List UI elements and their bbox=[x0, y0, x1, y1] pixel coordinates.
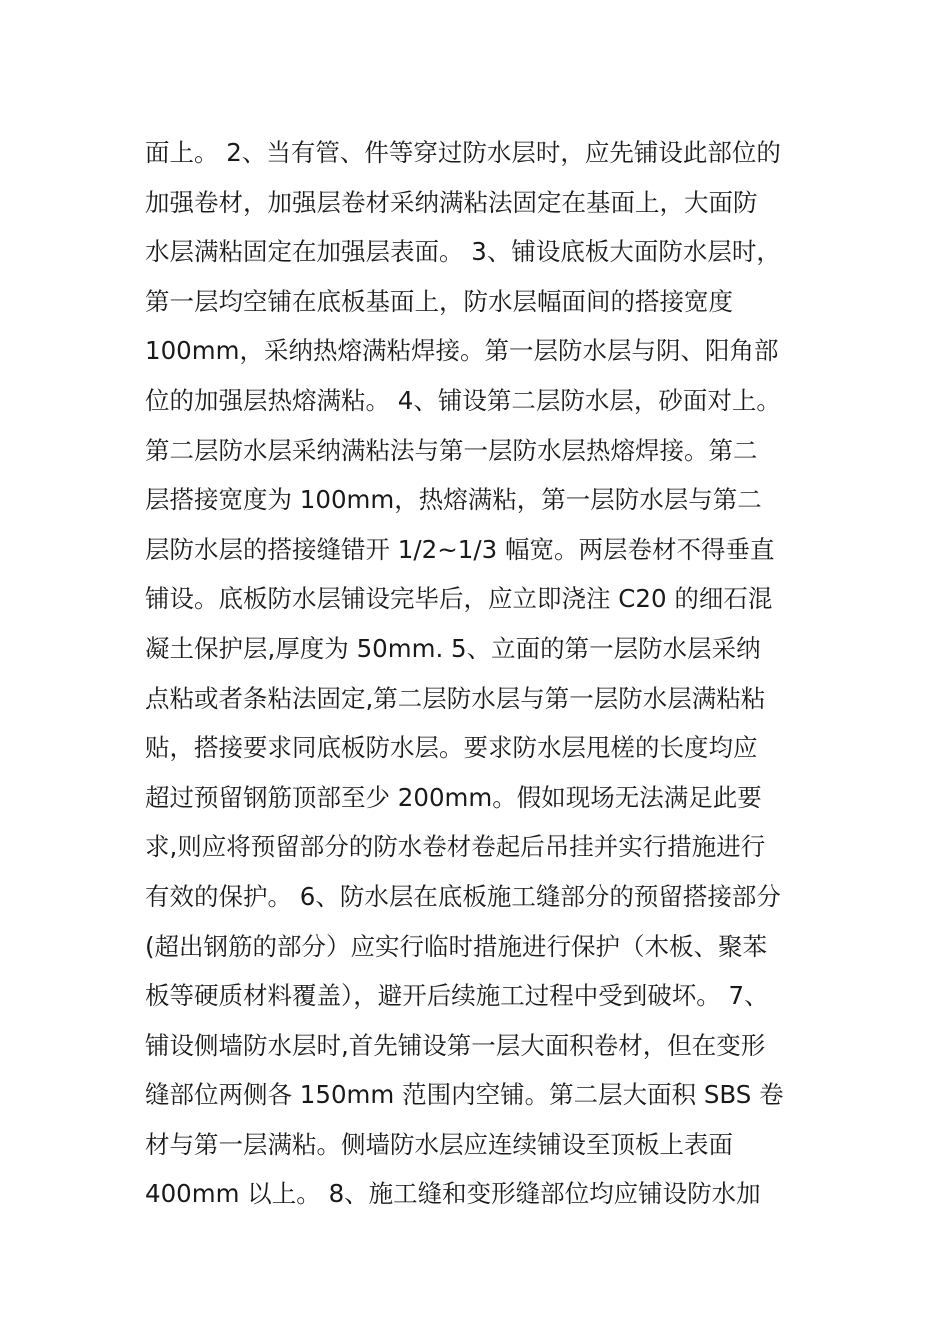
text-line: 板等硬质材料覆盖），避开后续施工过程中受到破坏。 7、 bbox=[145, 981, 769, 1011]
text-line: 水层满粘固定在加强层表面。 3、铺设底板大面防水层时， bbox=[145, 237, 781, 267]
body-text bbox=[145, 128, 825, 1219]
text-line: 第二层防水层采纳满粘法与第一层防水层热熔焊接。第二 bbox=[145, 435, 758, 465]
text-line: 缝部位两侧各 150mm 范围内空铺。第二层大面积 SBS 卷 bbox=[145, 1080, 784, 1110]
text-line: 有效的保护。 6、防水层在底板施工缝部分的预留搭接部分 bbox=[145, 881, 781, 911]
text-line: 铺设。底板防水层铺设完毕后，应立即浇注 C20 的细石混 bbox=[145, 584, 773, 614]
text-line: 400mm 以上。 8、施工缝和变形缝部位均应铺设防水加 bbox=[145, 1179, 761, 1209]
text-line: 超过预留钢筋顶部至少 200mm。假如现场无法满足此要 bbox=[145, 782, 762, 812]
text-line: 点粘或者条粘法固定,第二层防水层与第一层防水层满粘粘 bbox=[145, 683, 766, 713]
text-line: 层防水层的搭接缝错开 1/2~1/3 幅宽。两层卷材不得垂直 bbox=[145, 534, 775, 564]
text-line: 贴，搭接要求同底板防水层。要求防水层甩槎的长度均应 bbox=[145, 733, 758, 763]
text-line: 材与第一层满粘。侧墙防水层应连续铺设至顶板上表面 bbox=[145, 1129, 733, 1159]
text-line: (超出钢筋的部分）应实行临时措施进行保护（木板、聚苯 bbox=[145, 931, 768, 961]
text-line: 面上。 2、当有管、件等穿过防水层时，应先铺设此部位的 bbox=[145, 138, 781, 167]
text-line: 位的加强层热熔满粘。 4、铺设第二层防水层，砂面对上。 bbox=[145, 385, 781, 415]
text-line: 铺设侧墙防水层时,首先铺设第一层大面积卷材，但在变形 bbox=[145, 1030, 766, 1060]
text-line: 求,则应将预留部分的防水卷材卷起后吊挂并实行措施进行 bbox=[145, 832, 766, 862]
text-line: 凝土保护层,厚度为 50mm. 5、立面的第一层防水层采纳 bbox=[145, 633, 761, 663]
text-line: 100mm，采纳热熔满粘焊接。第一层防水层与阴、阳角部 bbox=[145, 336, 779, 366]
text-line: 第一层均空铺在底板基面上，防水层幅面间的搭接宽度 bbox=[145, 286, 733, 316]
text-line: 加强卷材，加强层卷材采纳满粘法固定在基面上，大面防 bbox=[145, 187, 758, 217]
text-line: 层搭接宽度为 100mm，热熔满粘，第一层防水层与第二 bbox=[145, 485, 762, 515]
